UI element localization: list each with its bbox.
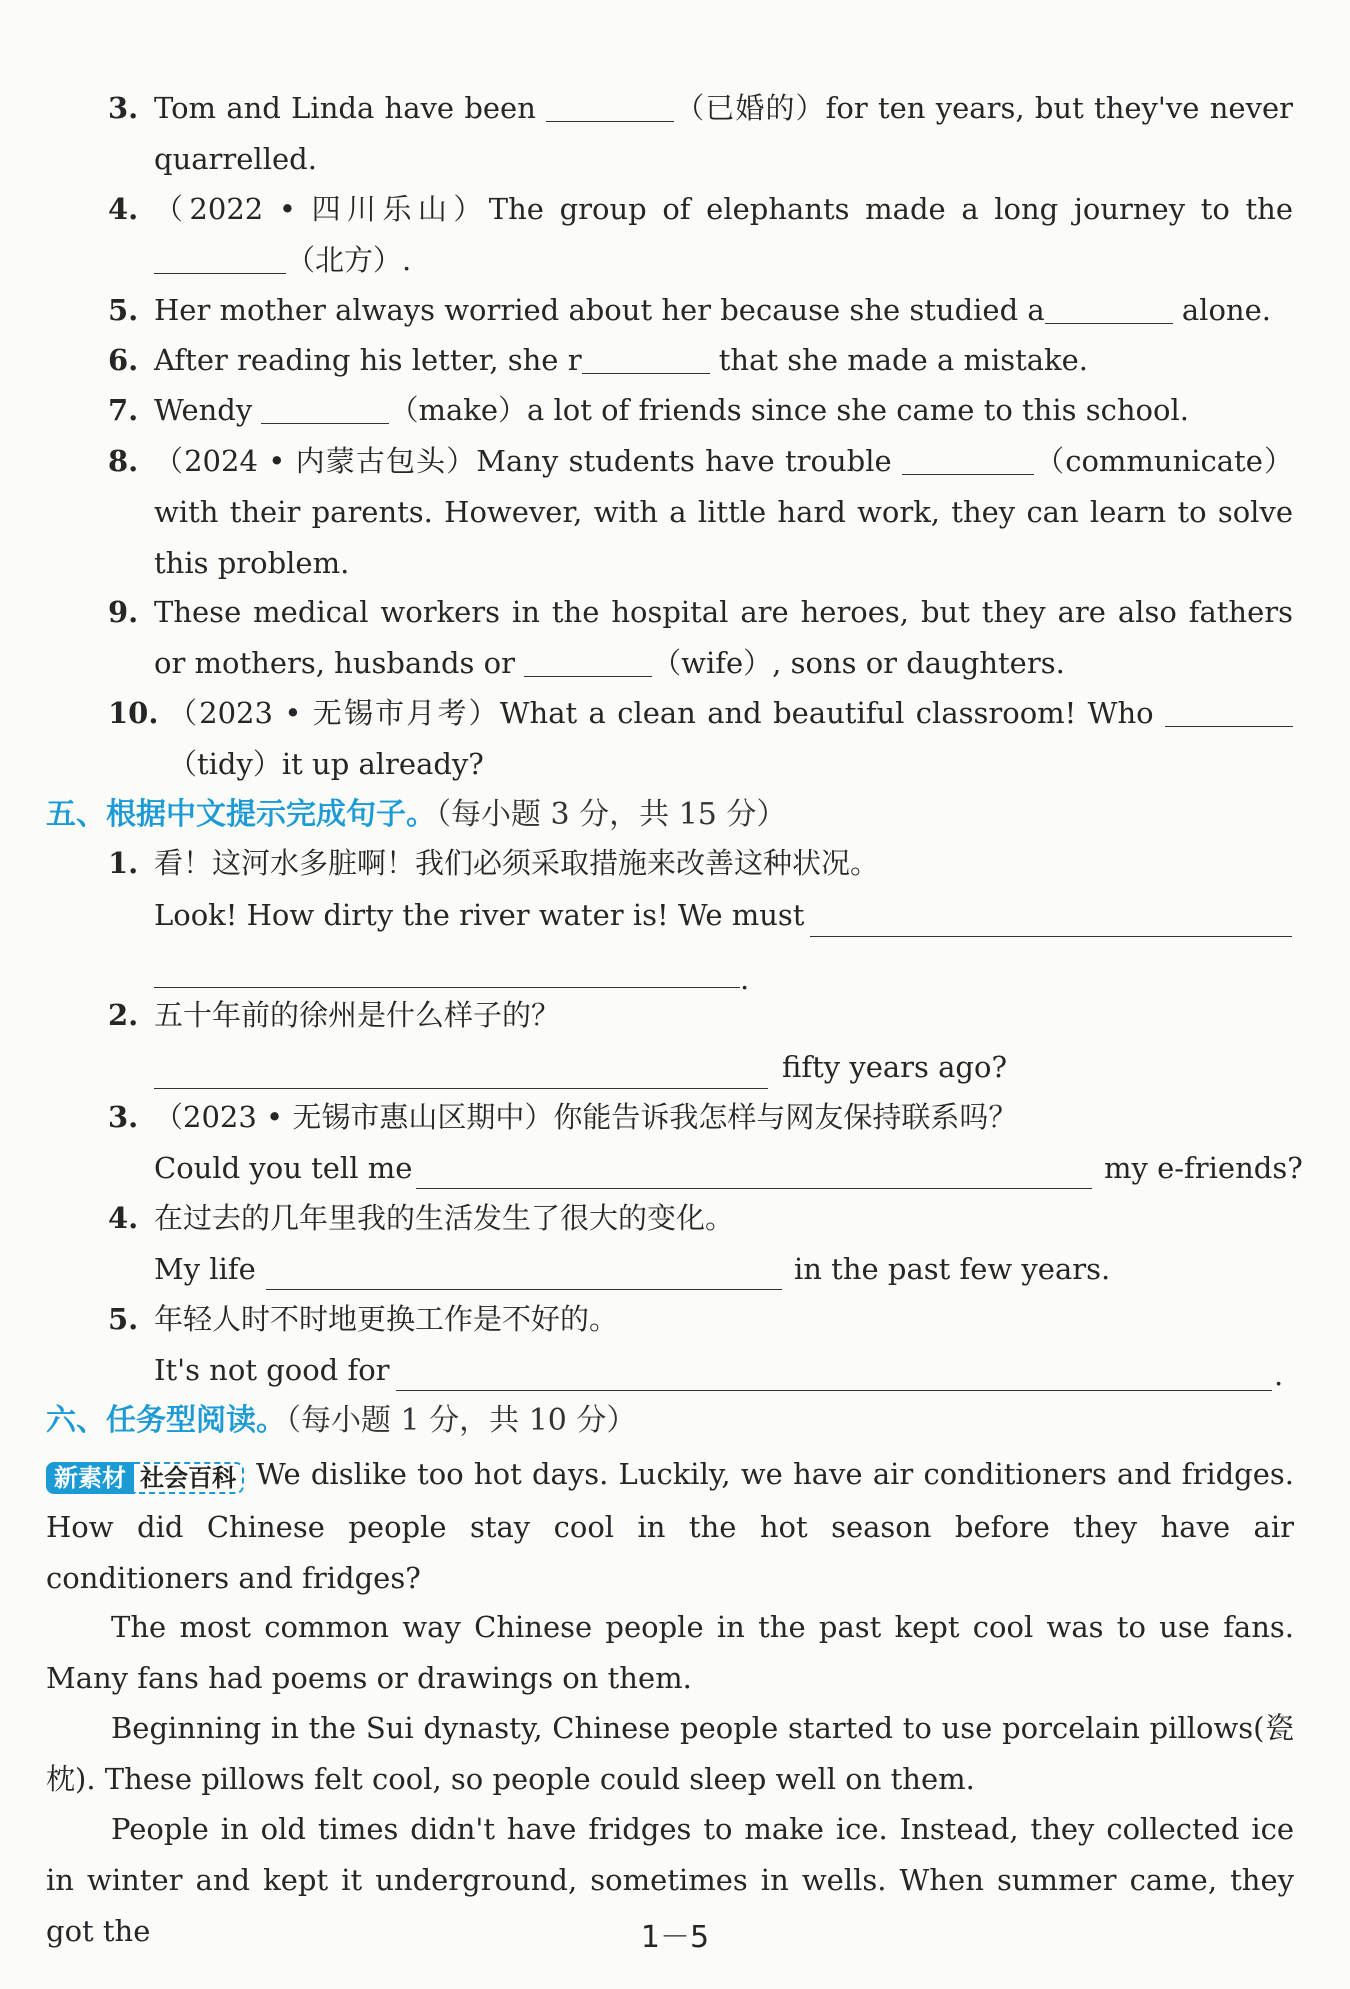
sentence-end: my e-friends? [1104,1151,1303,1185]
section-5-heading [46,789,786,840]
question-number: 3. [108,91,139,125]
section-points: （每小题 3 分，共 15 分） [436,797,787,832]
question-text: （2023 • 无锡市月考）What a clean and beautiful classroom! Who [168,696,1165,730]
sentence-5-chinese [108,1294,618,1345]
question-text: （wife）, sons or daughters. [652,646,1065,680]
question-number: 7. [108,393,139,427]
question-number: 8. [108,444,139,478]
question-text: （communicate）with their parents. However, with a little hard work, they can learn to solve this problem. [154,444,1293,580]
chinese-prompt: 在过去的几年里我的生活发生了很大的变化。 [154,1201,735,1235]
answer-line[interactable] [810,936,1292,937]
passage-paragraph-4: People in old times didn't have fridges to make ice. Instead, they collected ice in winter and kept it underground, sometimes in wells. When summer came, they got the [46,1812,1294,1948]
english-prompt: Look! How dirty the river water is! We must [154,898,805,932]
question-text: These medical workers in the hospital are heroes, but they are also fathers or mothers, husbands or [154,595,1293,680]
sentence-2-chinese [108,990,560,1041]
answer-blank[interactable] [546,91,674,122]
answer-blank[interactable] [902,444,1034,475]
section-points: （每小题 1 分，共 10 分） [286,1403,637,1438]
question-text: Wendy [154,393,262,427]
paragraph-text: We dislike too hot days. Luckily, we have air conditioners and fridges. How did Chinese people stay cool in the hot season before they have air conditioners and fridges? [46,1457,1294,1595]
page-number: 1－5 [640,1920,710,1955]
passage-paragraph-1 [46,1449,1294,1604]
english-prompt: Could you tell me [154,1151,413,1185]
question-number: 6. [108,343,139,377]
question-number: 9. [108,595,139,629]
question-3 [108,83,1293,185]
section-title: 六、任务型阅读。 [46,1403,286,1438]
chinese-prompt: 五十年前的徐州是什么样子的？ [154,998,561,1032]
sentence-3-chinese [108,1092,1017,1143]
sentence-4-chinese [108,1193,734,1244]
answer-line[interactable] [416,1188,1092,1189]
answer-blank[interactable] [261,393,389,424]
chinese-prompt: 看！这河水多脏啊！我们必须采取措施来改善这种状况。 [154,846,880,880]
question-number: 4. [108,1201,139,1235]
sentence-end: . [740,962,750,996]
question-text: （make）a lot of friends since she came to this school. [389,393,1189,427]
question-text: Tom and Linda have been [154,91,547,125]
question-text: alone. [1172,293,1271,327]
passage-paragraph-3: Beginning in the Sui dynasty, Chinese people started to use porcelain pillows(瓷枕). These pillows felt cool, so people could sleep well on them. [46,1711,1294,1796]
answer-blank[interactable] [1045,293,1173,324]
question-8 [108,436,1293,589]
sentence-1-chinese [108,838,879,889]
question-number: 10. [108,696,159,730]
english-prompt: My life [154,1252,256,1286]
new-material-badge: 新素材 [46,1462,134,1494]
question-number: 1. [108,846,139,880]
answer-blank[interactable] [524,646,652,677]
answer-blank[interactable] [582,343,710,374]
question-number: 3. [108,1100,139,1134]
answer-line[interactable] [266,1289,782,1290]
question-number: 5. [108,293,139,327]
question-text: （已婚的）for ten years, but they've never quarrelled. [154,91,1293,176]
section-title: 五、根据中文提示完成句子。 [46,797,436,832]
question-4 [108,184,1293,286]
chinese-prompt: （2023 • 无锡市惠山区期中）你能告诉我怎样与网友保持联系吗？ [154,1100,1018,1134]
category-label: 社会百科 [134,1462,244,1494]
section-6-heading [46,1395,636,1446]
question-7 [108,385,1293,436]
question-6 [108,335,1293,386]
english-prompt: fifty years ago? [782,1050,1007,1084]
question-text: （tidy）it up already? [168,747,484,781]
question-text: Her mother always worried about her because she studied a [154,293,1045,327]
question-text: After reading his letter, she r [154,343,582,377]
passage-paragraph-2: The most common way Chinese people in the past kept cool was to use fans. Many fans had poems or drawings on them. [46,1610,1294,1695]
question-9 [108,587,1293,689]
answer-blank[interactable] [154,243,286,274]
question-10 [108,688,1293,790]
answer-blank[interactable] [1165,696,1293,727]
new-material-tag [46,1451,244,1502]
english-prompt: It's not good for [154,1353,390,1387]
answer-line[interactable] [396,1390,1272,1391]
question-number: 5. [108,1302,139,1336]
answer-line[interactable] [154,1088,768,1089]
question-text: （2022 • 四川乐山）The group of elephants made a long journey to the [154,192,1293,226]
sentence-end: in the past few years. [794,1252,1111,1286]
question-number: 2. [108,998,139,1032]
question-5 [108,285,1293,336]
answer-line[interactable] [154,987,740,988]
sentence-end: . [1274,1358,1284,1392]
question-text: （北方）. [286,243,412,277]
question-number: 4. [108,192,139,226]
chinese-prompt: 年轻人时不时地更换工作是不好的。 [154,1302,619,1336]
question-text: that she made a mistake. [709,343,1089,377]
question-text: （2024 • 内蒙古包头）Many students have trouble [154,444,902,478]
sentence-1-english [154,890,804,941]
